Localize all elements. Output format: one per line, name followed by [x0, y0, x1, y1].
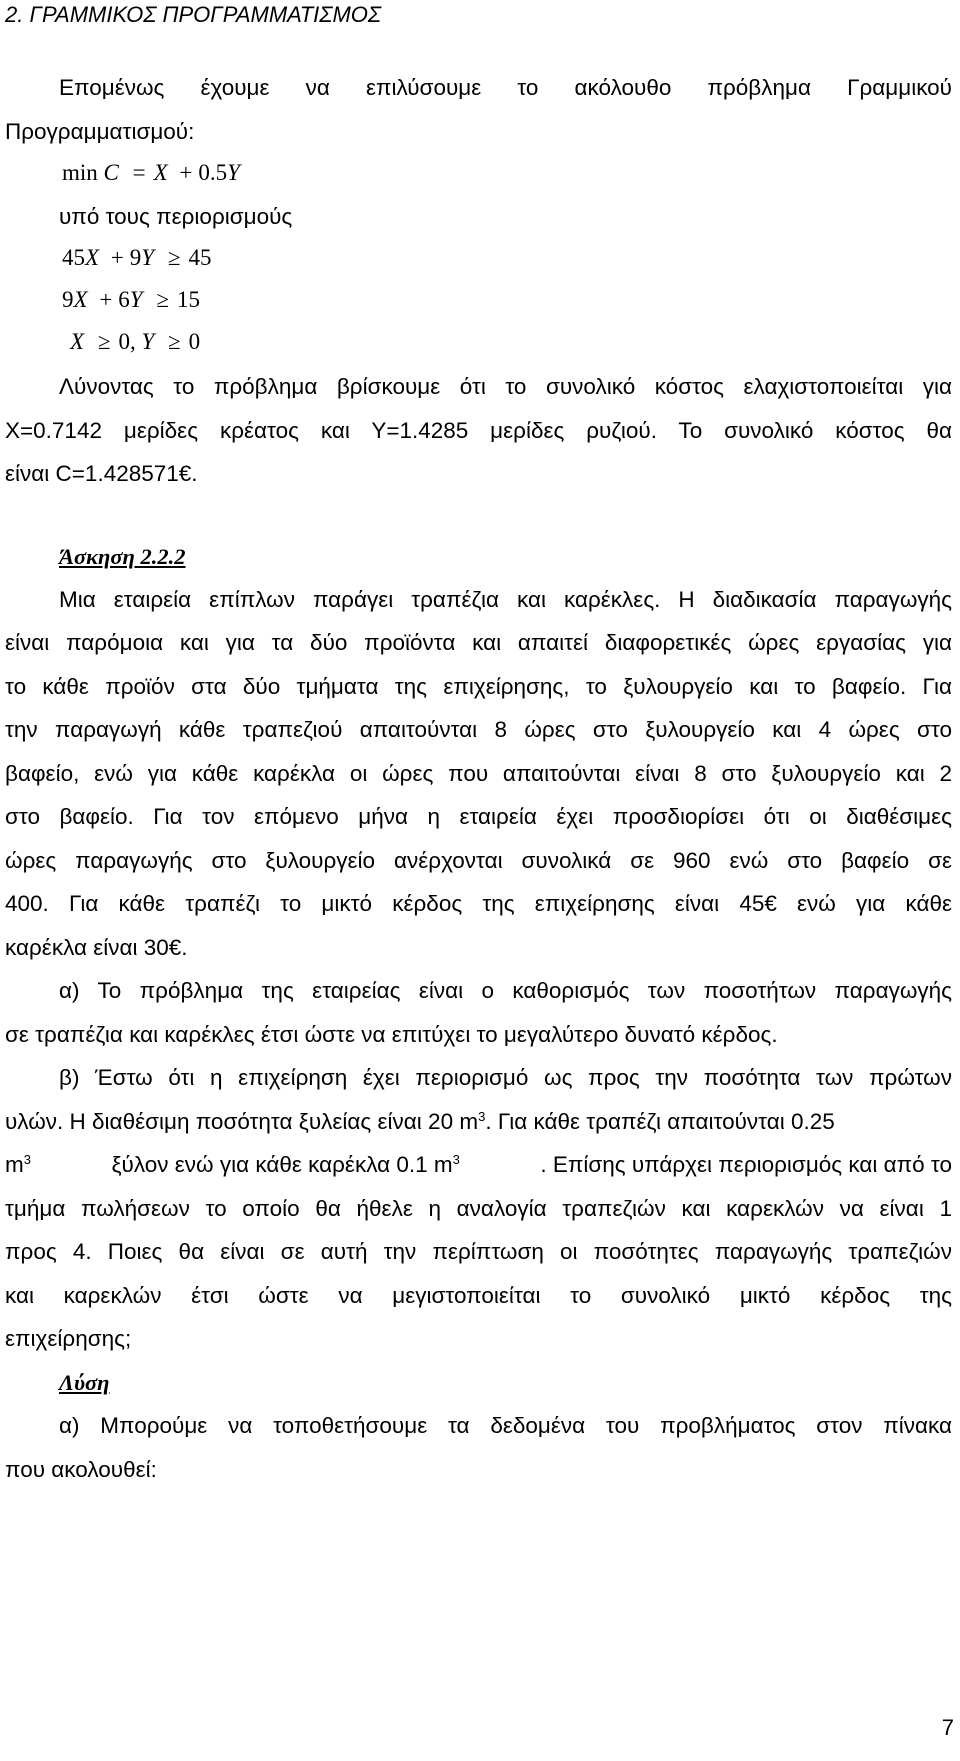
part-b-l2-text: υλών. Η διαθέσιμη ποσότητα ξυλείας είναι 20 m — [5, 1109, 479, 1134]
part-a-line-1: α) Το πρόβλημα της εταιρείας είναι ο καθορισμός των ποσοτήτων παραγωγής — [59, 978, 952, 1003]
part-b-line-4: τμήμα πωλήσεων το οποίο θα ήθελε η αναλογία τραπεζιών και καρεκλών να είναι 1 — [5, 1196, 952, 1221]
c1-var-x: X — [85, 245, 100, 270]
constraint-nonneg — [70, 327, 960, 357]
c2-coef-x: 9 — [62, 287, 74, 312]
c2-rhs: 15 — [176, 287, 200, 312]
c3-zero-2: 0 — [188, 329, 201, 354]
c1-plus: + — [110, 245, 124, 270]
exercise-p1-line-1: Μια εταιρεία επίπλων παράγει τραπέζια και καρέκλες. Η διαδικασία παραγωγής — [59, 587, 952, 612]
constraint-1 — [62, 243, 960, 273]
c3-ge-1: ≥ — [97, 329, 111, 354]
exercise-p1-line-6: στο βαφείο. Για τον επόμενο μήνα η εταιρεία έχει προσδιορίσει ότι οι διαθέσιμες — [5, 804, 952, 829]
page-number: 7 — [941, 1715, 954, 1740]
c1-coef-x: 45 — [62, 245, 85, 270]
c3-var-x: X — [70, 329, 85, 354]
part-b-l3-rest: . Επίσης υπάρχει περιορισμός και από το — [540, 1152, 952, 1177]
c1-coef-y: 9 — [129, 245, 142, 270]
min-keyword: min — [62, 160, 98, 185]
c2-var-y: Y — [129, 287, 143, 312]
exercise-p1-line-4: την παραγωγή κάθε τραπεζιού απαιτούνται 8 ώρες στο ξυλουργείο και 4 ώρες στο — [5, 717, 952, 742]
result-line-1: Λύνοντας το πρόβλημα βρίσκουμε ότι το συνολικό κόστος ελαχιστοποιείται για — [59, 374, 952, 399]
unit-m: m — [5, 1152, 24, 1177]
part-b-line-5: προς 4. Ποιες θα είναι σε αυτή την περίπτωση οι ποσότητες παραγωγής τραπεζιών — [5, 1239, 952, 1264]
solution-line-2: που ακολουθεί: — [5, 1457, 157, 1482]
c1-rhs: 45 — [188, 245, 212, 270]
var-x: X — [153, 160, 168, 185]
intro-line-2: Προγραμματισμού: — [5, 119, 195, 144]
result-line-2: Χ=0.7142 μερίδες κρέατος και Υ=1.4285 μερίδες ρυζιού. Το συνολικό κόστος θα — [5, 418, 952, 443]
part-b-l3-text: ξύλον ενώ για κάθε καρέκλα 0.1 m — [111, 1152, 453, 1177]
part-a-line-2: σε τραπέζια και καρέκλες έτσι ώστε να επιτύχει το μεγαλύτερο δυνατό κέρδος. — [5, 1022, 778, 1047]
c3-var-y: Y — [141, 329, 155, 354]
equals-sign: = — [132, 160, 146, 185]
part-b-line-7: επιχείρησης; — [5, 1326, 132, 1351]
exercise-p1-line-5: βαφείο, ενώ για κάθε καρέκλα οι ώρες που απαιτούνται είναι 8 στο ξυλουργείο και 2 — [5, 761, 952, 786]
part-b-line-1: β) Έστω ότι η επιχείρηση έχει περιορισμό ως προς την ποσότητα των πρώτων — [59, 1065, 952, 1090]
c2-var-x: X — [73, 287, 88, 312]
exercise-p1-line-3: το κάθε προϊόν στα δύο τμήματα της επιχείρησης, το ξυλουργείο και το βαφείο. Για — [5, 674, 952, 699]
exercise-p1-line-9: καρέκλα είναι 30€. — [5, 935, 188, 960]
solution-title: Λύση — [59, 1370, 110, 1395]
part-b-line-6: και καρεκλών έτσι ώστε να μεγιστοποιείται το συνολικό μικτό κέρδος της — [5, 1283, 952, 1308]
c1-var-y: Y — [141, 245, 155, 270]
exercise-p1-line-7: ώρες παραγωγής στο ξυλουργείο ανέρχονται συνολικά σε 960 ενώ στο βαφείο σε — [5, 848, 952, 873]
c3-ge-2: ≥ — [167, 329, 181, 354]
c2-coef-y: 6 — [118, 287, 130, 312]
plus-sign: + — [179, 160, 193, 185]
part-b-l3-unit — [5, 1150, 31, 1180]
cubic-superscript: 3 — [452, 1152, 460, 1167]
intro-line-1: Επομένως έχουμε να επιλύσουμε το ακόλουθο πρόβλημα Γραμμικού — [59, 75, 952, 100]
c1-ge: ≥ — [167, 245, 181, 270]
cubic-superscript: 3 — [23, 1152, 31, 1167]
c3-zero-1: 0, — [118, 329, 136, 354]
part-b-line-3 — [5, 1150, 952, 1180]
c2-plus: + — [99, 287, 113, 312]
var-y: Y — [227, 160, 240, 185]
cubic-superscript: 3 — [478, 1109, 486, 1124]
result-line-3: είναι C=1.428571€. — [5, 461, 198, 486]
objective-function — [62, 158, 960, 188]
part-b-l2-rest: . Για κάθε τραπέζι απαιτούνται 0.25 — [485, 1109, 835, 1134]
var-c: C — [103, 160, 119, 185]
solution-line-1: α) Μπορούμε να τοποθετήσουμε τα δεδομένα του προβλήματος στον πίνακα — [59, 1413, 952, 1438]
subject-to: υπό τους περιορισμούς — [59, 204, 293, 229]
exercise-p1-line-8: 400. Για κάθε τραπέζι το μικτό κέρδος της επιχείρησης είναι 45€ ενώ για κάθε — [5, 891, 952, 916]
constraint-2 — [62, 285, 960, 315]
part-b-l3-mid — [111, 1150, 459, 1180]
coef-y: 0.5 — [198, 160, 228, 185]
chapter-header: 2. ΓΡΑΜΜΙΚΟΣ ΠΡΟΓΡΑΜΜΑΤΙΣΜΟΣ — [5, 2, 382, 27]
exercise-p1-line-2: είναι παρόμοια και για τα δύο προϊόντα και απαιτεί διαφορετικές ώρες εργασίας για — [5, 630, 952, 655]
exercise-title: Άσκηση 2.2.2 — [59, 544, 186, 569]
c2-ge: ≥ — [156, 287, 169, 312]
part-b-line-2 — [5, 1107, 952, 1137]
